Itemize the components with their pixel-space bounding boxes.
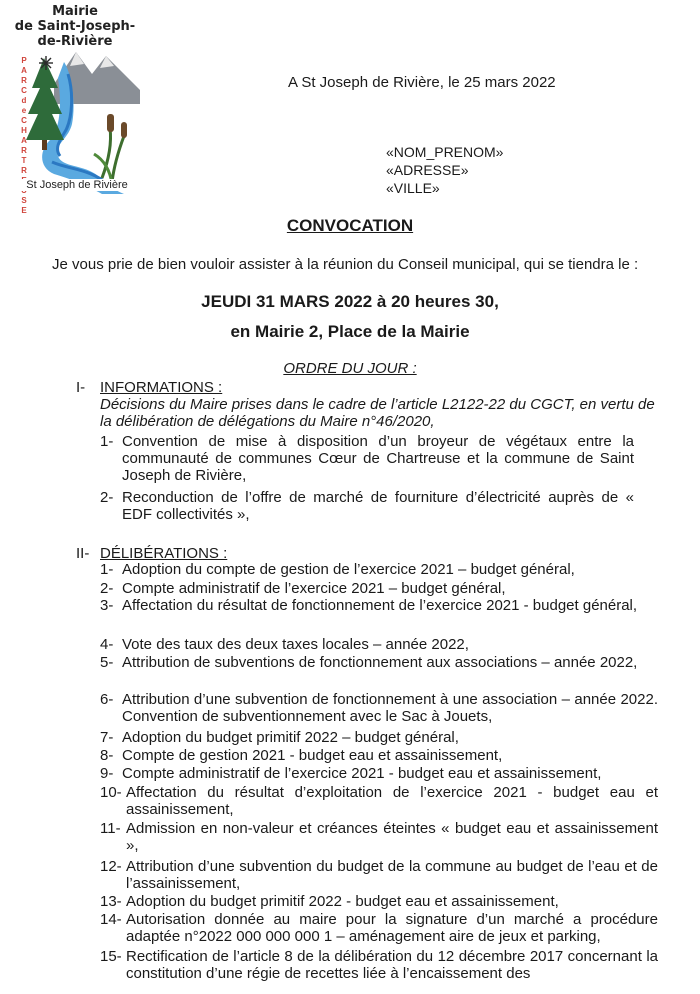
agenda-item-number: 2- xyxy=(100,489,114,506)
agenda-item-text: Vote des taux des deux taxes locales – année 2022, xyxy=(122,636,469,653)
agenda-item-text: Admission en non-valeur et créances éteintes « budget eau et assainissement », xyxy=(126,820,658,854)
agenda-item-text: Reconduction de l’offre de marché de fourniture d’électricité auprès de « EDF collectivités », xyxy=(122,489,634,523)
agenda-title: ORDRE DU JOUR : xyxy=(283,360,417,377)
park-label-letter: P xyxy=(21,56,27,65)
agenda-item xyxy=(100,784,658,818)
agenda-item xyxy=(100,893,658,910)
agenda-item-number: 3- xyxy=(100,597,114,614)
agenda-item xyxy=(100,580,658,597)
document-title: CONVOCATION xyxy=(286,216,414,235)
agenda-item-number: 4- xyxy=(100,636,114,653)
section-informations xyxy=(76,379,222,396)
section-label: DÉLIBÉRATIONS : xyxy=(100,545,228,562)
agenda-item xyxy=(100,433,634,484)
agenda-item-number: 2- xyxy=(100,580,114,597)
agenda-item xyxy=(100,948,658,982)
intro-paragraph: Je vous prie de bien vouloir assister à la réunion du Conseil municipal, qui se tiendra le : xyxy=(52,256,639,273)
agenda-item xyxy=(100,747,658,764)
agenda-item xyxy=(100,654,658,671)
recipient-address xyxy=(386,143,503,197)
agenda-item-text: Attribution de subventions de fonctionnement aux associations – année 2022, xyxy=(122,654,638,671)
recipient-name: «NOM_PRENOM» xyxy=(386,144,504,160)
agenda-item-text: Affectation du résultat de fonctionnement de l’exercice 2021 - budget général, xyxy=(122,597,638,614)
agenda-item-text: Attribution d’une subvention du budget de la commune au budget de l’eau et de l’assainissement, xyxy=(126,858,658,892)
agenda-item xyxy=(100,858,658,892)
agenda-item-number: 9- xyxy=(100,765,114,782)
park-label-letter: T xyxy=(21,156,27,165)
meeting-place: en Mairie 2, Place de la Mairie xyxy=(230,322,470,341)
agenda-item-number: 8- xyxy=(100,747,114,764)
agenda-item xyxy=(100,765,658,782)
section-number: II- xyxy=(76,545,90,562)
park-label xyxy=(18,56,30,216)
agenda-item-number: 5- xyxy=(100,654,114,671)
park-label-letter: C xyxy=(21,86,27,95)
logo-title-line1: Mairie xyxy=(52,4,98,19)
agenda-item xyxy=(100,911,658,945)
park-label-letter: R xyxy=(21,166,27,175)
agenda-item-text: Rectification de l’article 8 de la délibération du 12 décembre 2017 concernant la constitution d’une régie de recettes liée à l’encaissement des xyxy=(126,948,658,982)
agenda-item-number: 1- xyxy=(100,561,114,578)
agenda-item-number: 10- xyxy=(100,784,122,801)
park-label-letter: A xyxy=(21,136,27,145)
agenda-item-text: Compte administratif de l’exercice 2021 – budget général, xyxy=(122,580,506,597)
section-note: Décisions du Maire prises dans le cadre de l’article L2122-22 du CGCT, en vertu de la délibération de délégations du Maire n°46/2020, xyxy=(100,396,655,430)
park-label-letter: e xyxy=(21,106,27,115)
agenda-item xyxy=(100,561,658,578)
agenda-item-number: 11- xyxy=(100,820,121,837)
agenda-item-number: 15- xyxy=(100,948,122,965)
agenda-item-number: 12- xyxy=(100,858,122,875)
section-number: I- xyxy=(76,379,86,396)
park-label-letter: R xyxy=(21,146,27,155)
agenda-item xyxy=(100,729,658,746)
agenda-item-text: Adoption du compte de gestion de l’exercice 2021 – budget général, xyxy=(122,561,575,578)
logo-title-line2: de Saint-Joseph-de-Rivière xyxy=(14,19,136,49)
agenda-item xyxy=(100,691,658,725)
agenda-item-number: 1- xyxy=(100,433,114,450)
park-label-letter: H xyxy=(21,126,27,135)
recipient-city: «VILLE» xyxy=(386,180,440,196)
agenda-item-text: Attribution d’une subvention de fonctionnement à une association – année 2022. Convention de subventionnement avec le Sac à Jouets, xyxy=(122,691,658,725)
agenda-item xyxy=(100,636,658,653)
agenda-item-number: 7- xyxy=(100,729,114,746)
agenda-item-text: Compte administratif de l’exercice 2021 - budget eau et assainissement, xyxy=(122,765,602,782)
park-label-letter: R xyxy=(21,76,27,85)
agenda-item-text: Convention de mise à disposition d’un broyeur de végétaux entre la communauté de communes Cœur de Chartreuse et la commune de Saint Joseph de Rivière, xyxy=(122,433,634,484)
recipient-street: «ADRESSE» xyxy=(386,162,469,178)
agenda-item-number: 13- xyxy=(100,893,122,910)
municipal-logo xyxy=(6,4,144,215)
agenda-item xyxy=(100,597,658,614)
logo-landscape-icon xyxy=(14,44,140,194)
section-deliberations xyxy=(76,545,227,562)
park-label-letter: E xyxy=(21,206,27,215)
agenda-item xyxy=(100,489,634,523)
logo-title xyxy=(6,4,144,49)
park-label-letter: d xyxy=(21,96,27,105)
agenda-item-number: 14- xyxy=(100,911,122,928)
agenda-item-text: Affectation du résultat d’exploitation de l’exercice 2021 - budget eau et assainissement, xyxy=(126,784,658,818)
park-label-letter: C xyxy=(21,116,27,125)
park-label-letter: S xyxy=(21,196,27,205)
agenda-item-number: 6- xyxy=(100,691,114,708)
date-line: A St Joseph de Rivière, le 25 mars 2022 xyxy=(288,74,556,91)
meeting-date: JEUDI 31 MARS 2022 à 20 heures 30, xyxy=(201,292,499,311)
agenda-item-text: Adoption du budget primitif 2022 - budget eau et assainissement, xyxy=(126,893,559,910)
logo-caption: St Joseph de Rivière xyxy=(14,179,140,191)
agenda-item-text: Autorisation donnée au maire pour la signature d’un marché a procédure adaptée n°2022 000 000 000 1 – aménagement aire de jeux et parking, xyxy=(126,911,658,945)
park-label-letter: A xyxy=(21,66,27,75)
agenda-item-text: Adoption du budget primitif 2022 – budget général, xyxy=(122,729,459,746)
agenda-item xyxy=(100,820,658,854)
agenda-item-text: Compte de gestion 2021 - budget eau et assainissement, xyxy=(122,747,503,764)
section-label: INFORMATIONS : xyxy=(100,379,223,396)
